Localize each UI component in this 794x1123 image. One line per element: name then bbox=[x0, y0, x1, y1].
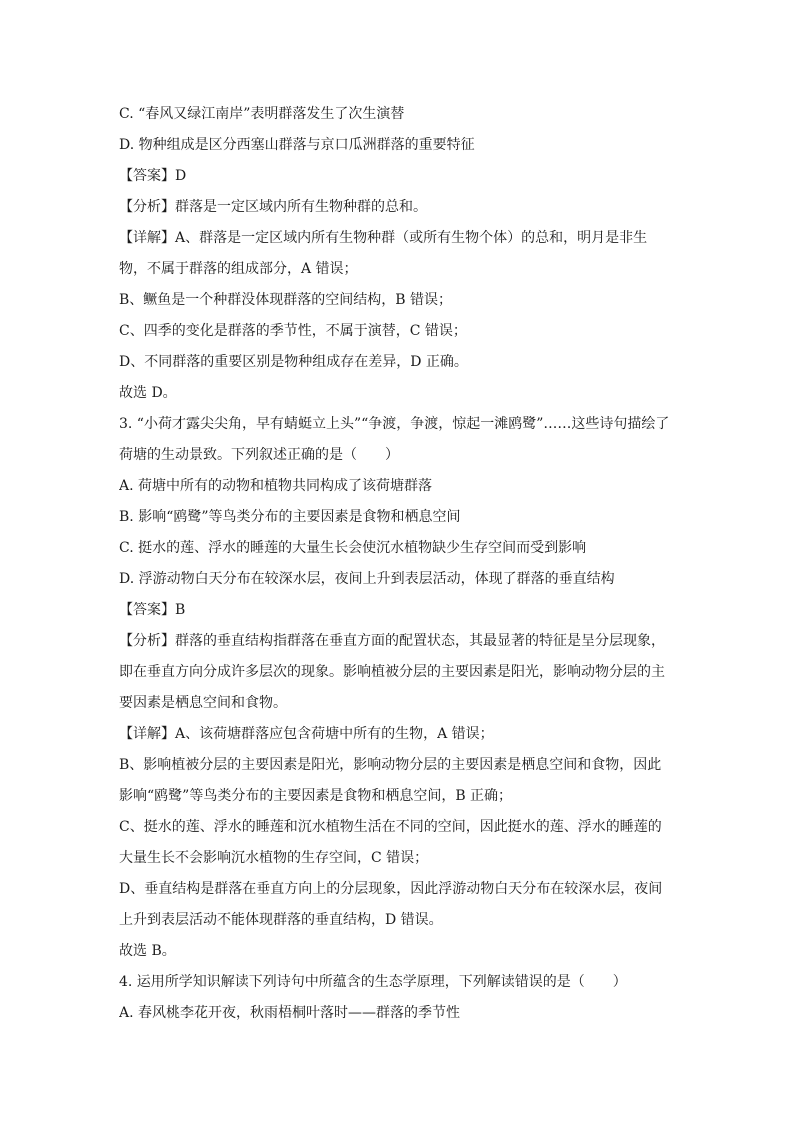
text-line: 大量生长不会影响沉水植物的生存空间，C 错误； bbox=[119, 850, 429, 866]
option-c: C. 挺水的莲、浮水的睡莲的大量生长会使沉水植物缺少生存空间而受到影响 bbox=[119, 540, 587, 556]
question-4-stem: 4. 运用所学知识解读下列诗句中所蕴含的生态学原理，下列解读错误的是（ ） bbox=[119, 974, 627, 990]
question-3-stem: 3. “小荷才露尖尖角，早有蜻蜓立上头”“争渡，争渡，惊起一滩鸥鹭”……这些诗句描绘了 bbox=[119, 416, 670, 432]
text-line: D、垂直结构是群落在垂直方向上的分层现象，因此浮游动物白天分布在较深水层，夜间 bbox=[119, 881, 663, 897]
text-line: C. “春风又绿江南岸”表明群落发生了次生演替 bbox=[119, 106, 405, 122]
text-line: B、影响植被分层的主要因素是阳光，影响动物分层的主要因素是栖息空间和食物，因此 bbox=[119, 757, 662, 773]
text-line: 【分析】群落是一定区域内所有生物种群的总和。 bbox=[119, 199, 427, 215]
text-line: 物，不属于群落的组成部分，A 错误； bbox=[119, 261, 358, 277]
option-b: B. 影响“鸥鹭”等鸟类分布的主要因素是食物和栖息空间 bbox=[119, 509, 461, 525]
text-line: 要因素是栖息空间和食物。 bbox=[119, 695, 287, 711]
text-line: 【分析】群落的垂直结构指群落在垂直方面的配置状态，其最显著的特征是呈分层现象， bbox=[119, 633, 665, 649]
text-line: 荷塘的生动景致。下列叙述正确的是（ ） bbox=[119, 447, 399, 463]
text-line: 故选 D。 bbox=[119, 385, 177, 401]
text-line: C、挺水的莲、浮水的睡莲和沉水植物生活在不同的空间，因此挺水的莲、浮水的睡莲的 bbox=[119, 819, 662, 835]
text-line: 上升到表层活动不能体现群落的垂直结构，D 错误。 bbox=[119, 912, 443, 928]
text-line: 【详解】A、该荷塘群落应包含荷塘中所有的生物，A 错误； bbox=[119, 726, 494, 742]
text-line: 即在垂直方向分成许多层次的现象。影响植被分层的主要因素是阳光，影响动物分层的主 bbox=[119, 664, 665, 680]
text-line: D、不同群落的重要区别是物种组成存在差异，D 正确。 bbox=[119, 354, 468, 370]
text-line: 【答案】D bbox=[119, 168, 187, 184]
option-d: D. 浮游动物白天分布在较深水层，夜间上升到表层活动，体现了群落的垂直结构 bbox=[119, 571, 615, 587]
text-line: 影响“鸥鹭”等鸟类分布的主要因素是食物和栖息空间，B 正确； bbox=[119, 788, 513, 804]
text-line: D. 物种组成是区分西塞山群落与京口瓜洲群落的重要特征 bbox=[119, 137, 475, 153]
option-a: A. 春风桃李花开夜，秋雨梧桐叶落时——群落的季节性 bbox=[119, 1005, 461, 1021]
text-line: 故选 B。 bbox=[119, 943, 176, 959]
text-line: C、四季的变化是群落的季节性，不属于演替，C 错误； bbox=[119, 323, 467, 339]
answer-line: 【答案】B bbox=[119, 602, 186, 618]
option-a: A. 荷塘中所有的动物和植物共同构成了该荷塘群落 bbox=[119, 478, 433, 494]
text-line: 【详解】A、群落是一定区域内所有生物种群（或所有生物个体）的总和，明月是非生 bbox=[119, 230, 648, 246]
text-line: B、鳜鱼是一个种群没体现群落的空间结构，B 错误； bbox=[119, 292, 453, 308]
